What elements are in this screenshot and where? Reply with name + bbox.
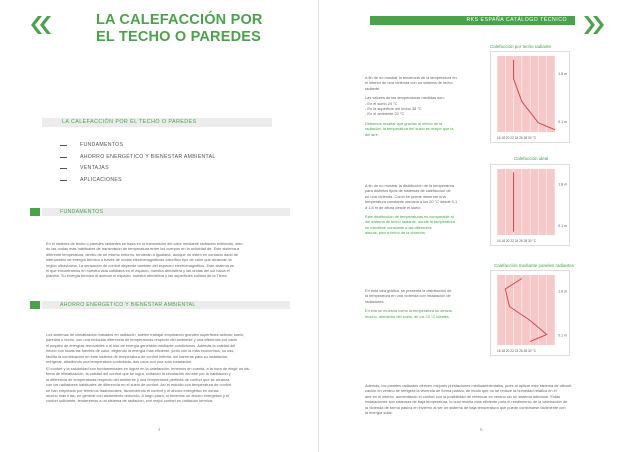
right-block-1 <box>365 75 485 137</box>
y-axis-label: 0.1 m <box>558 224 567 229</box>
highlight-line: En ella se muestra como la temperatura se desvía <box>365 308 452 314</box>
section-title-bar <box>42 118 272 127</box>
paragraph-line: diferente temperatura, dentro de un mismo entorno, tenderán a igualarla, aunque no estén en contacto dado de <box>46 251 239 257</box>
toc-item-label: FUNDAMENTOS <box>80 142 124 148</box>
paragraph-line: El confort y la salubridad son fundamentales en lograr en la calefacción, tenemos en cuenta, a la hora de elegir un sis- <box>46 366 251 371</box>
paragraph-line: la energía solar. <box>365 410 393 416</box>
highlight-line: mucho, alrededor del suelo, de los 20 °C ideales. <box>365 313 450 319</box>
text-line: radiante. <box>365 85 381 91</box>
chart-svg <box>491 52 569 142</box>
page-number-left: 4 <box>158 427 161 432</box>
text-line: a 1,8 m de altura desde el suelo. <box>365 204 422 210</box>
x-axis-label: 16 18 20 22 24 26 28 30 °C <box>497 349 537 353</box>
paragraph-line: la vivienda de forma pasiva en invierno al ser un sistema de baja temperatura que puede combinarse fácilmente con <box>365 404 566 410</box>
text-line: A fin de no mostrar la distribución de la temperatura <box>365 183 455 188</box>
paragraph-line: Los sistemas de climatización basados en radiación, suelen trabajar empleando grandes superficies activas; suelo, <box>46 332 245 337</box>
dash-icon <box>60 157 67 158</box>
text-line: la temperatura en una vivienda con instalación de <box>365 293 451 299</box>
right-bottom-text <box>365 383 573 415</box>
title-line-1: LA CALEFACCIÓN POR <box>96 12 263 28</box>
paragraph-line: paredes o techo, con una reducida diferencia de temperaturas respecto del ambiente y una eficiencia por cada <box>46 337 237 343</box>
double-chevron-right-icon <box>583 14 605 36</box>
chart-svg <box>491 271 569 355</box>
y-axis-label: 1.8 m <box>558 72 567 76</box>
section-number-badge <box>30 301 40 309</box>
toc-item <box>60 163 216 174</box>
highlight-line: Este distribución de temperaturas es comparable al <box>365 214 454 220</box>
paragraph-line: facilita la combinación en este sistema de temperatura de confort inferior, sin barreras para su instalación, <box>46 353 229 359</box>
paragraph-line: el que encontramos en nuestra vida cotidiana en el espacio, nuestra atmósfera y las ondas del sol hacia el <box>46 268 230 274</box>
toc-item-label: APLICACIONES <box>80 176 122 183</box>
text-line: - En la superficie del techo 38 °C <box>365 106 422 112</box>
highlight-line: del sistema de techo radiante, donde la temperatura <box>365 219 455 225</box>
catalog-header-bar <box>370 16 575 25</box>
highlight-line: se mantiene constante a las diferentes <box>365 224 432 230</box>
x-axis-label: 16 18 20 22 24 26 28 30 °C <box>497 239 537 243</box>
ahorro-text-2 <box>46 366 286 404</box>
text-line: - En el ambiente 20 °C <box>365 111 405 117</box>
paragraph-line: Además, los paneles radiantes ofrecen mejores prestaciones medioambientales, pues al aplicar este sistema de climati- <box>365 383 572 388</box>
y-axis-label: 0.1 m <box>558 333 567 338</box>
chart-techo-radiante <box>490 51 570 143</box>
paragraph-line: tema de climatización, la calidad del confort que se logra, evitando la circulación del aire por la habitación y <box>46 371 231 377</box>
fundamentos-heading <box>30 208 290 216</box>
text-line: en una vivienda. Como se puede observar una <box>365 193 446 199</box>
right-block-2 <box>365 183 485 236</box>
text-line: el interior de una vivienda con un sistema de techo <box>365 80 453 86</box>
paragraph-line: región ultravioleta. La sensación de confort depende también del espectro electromagnético. Este sistema es <box>46 262 234 268</box>
dash-icon <box>60 145 67 146</box>
y-axis-label: 0.1 m <box>558 119 567 124</box>
chart-background <box>497 169 555 235</box>
toc-item <box>60 152 216 163</box>
chart-svg <box>491 165 569 245</box>
paragraph-line: confort suficiente, tenderemos a un sistema de radiación, con mejor confort en radiación térmica. <box>46 398 213 404</box>
text-line: temperatura constante cercana a los 20 °C desde 0,1 <box>365 199 458 205</box>
catalog-label: RKS ESPAÑA CATÁLOGO TÉCNICO <box>466 17 567 23</box>
toc-item <box>60 140 216 151</box>
paragraph-line: intercambio de energía térmica a través de ondas electromagnéticas calorífico tipo de calor que alcanzan la <box>46 257 232 263</box>
page-number-right: 5 <box>480 427 483 432</box>
paragraph-line: planeta. Su energía térmica al acercar el espacio, nuestra atmósfera y las superficies solidos de la Tierra. <box>46 273 228 279</box>
y-axis-label: 1.8 m <box>558 289 567 294</box>
text-line: radiadores. <box>365 298 385 304</box>
chart-title-3: Calefacción mediante paneles radiantes <box>494 263 575 268</box>
paragraph-line: zación en verano se refrigera la vivienda de forma pasiva, de modo que no se reduce la humedad relativa en el <box>365 388 557 394</box>
page-title <box>96 12 296 46</box>
right-block-3 <box>365 288 485 319</box>
text-line: para distintos tipos de sistemas de calefacción de <box>365 188 451 194</box>
paragraph-line: el empleo de energías renovables o el uso de energía generada mediante condiciones. Además la calidad del <box>46 342 236 348</box>
heading-label: FUNDAMENTOS <box>60 209 104 215</box>
dash-icon <box>60 180 67 181</box>
paragraph-line: refrigerar, añadiendo una temperatura controlada, dos usos con una sola instalación. <box>46 359 193 365</box>
toc-item <box>60 175 216 186</box>
paragraph-line: do las ondas más habituales de transmisión de temperatura entre los cuerpos en la actividad de. Este sistema a <box>46 246 240 252</box>
paragraph-line: la diferencia de temperaturas respecto del ambiente y una temperatura perfecta de confort que se alcanza <box>46 376 230 382</box>
toc-item-label: VENTAJAS <box>80 165 109 171</box>
paragraph-line: En el sistema de techo o paredes radiantes se basa en la transmisión del calor mediante radiación enfriando, sien- <box>46 241 244 246</box>
chart-ideal <box>490 164 570 246</box>
paragraph-line: con los radiadores habituales de diferencia en el suelo de confort. Así el estudio con temperatura de confort <box>46 382 232 388</box>
highlight-line: radiación, la temperatura del suelo es mayor que la <box>365 126 454 132</box>
ahorro-heading <box>30 301 290 309</box>
paragraph-line: mucho más frías, en general con aislamiento reducido. A largo plazo, si tenemos un ahorro energético y el <box>46 393 229 399</box>
chart-paneles <box>490 270 570 356</box>
text-line: En esta otra gráfica, se presenta la distribución de <box>365 288 452 293</box>
fundamentos-text <box>46 241 284 279</box>
paragraph-line: se han empleado por términos tradicionales, favoreciendo el confort y el ahorro energético en zonas <box>46 387 219 393</box>
x-axis-label: 16 18 20 22 24 26 28 30 °C <box>497 136 537 140</box>
text-line: A fin de no mostrar la tendencia de la temperatura en <box>365 75 457 80</box>
highlight-line: del aire. <box>365 131 379 137</box>
section-number-badge <box>30 208 40 216</box>
page-spine <box>318 0 319 452</box>
chart-title-2: Calefacción ideal <box>514 156 549 161</box>
chart-title-1: Calefacción por techo radiante <box>490 44 552 49</box>
text-line: - En el suelo 24 °C <box>365 100 398 106</box>
text-line: Las valores de las temperaturas medidas son: <box>365 95 445 101</box>
double-chevron-left-icon <box>30 14 52 36</box>
paragraph-line: hecho con todas las fuentes de calor, eligiendo la energía más eficiente, junto con la más económica, su uso, <box>46 348 235 354</box>
highlight-line: alturas, piso a techo de la vivienda. <box>365 230 426 236</box>
paragraph-line: instalaciones son sistemas de baja temperatura, lo cual resulta más eficiente para el rendimiento de la calefacción de <box>365 399 568 405</box>
chart-background <box>497 56 555 132</box>
table-of-contents <box>60 140 216 186</box>
paragraph-line: aire en el interior, aumentando el confort con la posibilidad de refrescar en verano sin un sistema adicional. Estas <box>365 393 561 399</box>
highlight-line: Debemos resaltar que gracias al efecto de la <box>365 120 443 126</box>
title-line-2: EL TECHO O PAREDES <box>96 29 262 45</box>
toc-item-label: AHORRO ENERGÉTICO Y BIENESTAR AMBIENTAL <box>80 153 216 160</box>
dash-icon <box>60 168 67 169</box>
y-axis-label: 1.8 m <box>558 182 567 187</box>
ahorro-text-1 <box>46 332 286 364</box>
heading-label: AHORRO ENERGÉTICO Y BIENESTAR AMBIENTAL <box>60 302 196 308</box>
section-title: LA CALEFACCIÓN POR EL TECHO O PAREDES <box>62 119 197 125</box>
